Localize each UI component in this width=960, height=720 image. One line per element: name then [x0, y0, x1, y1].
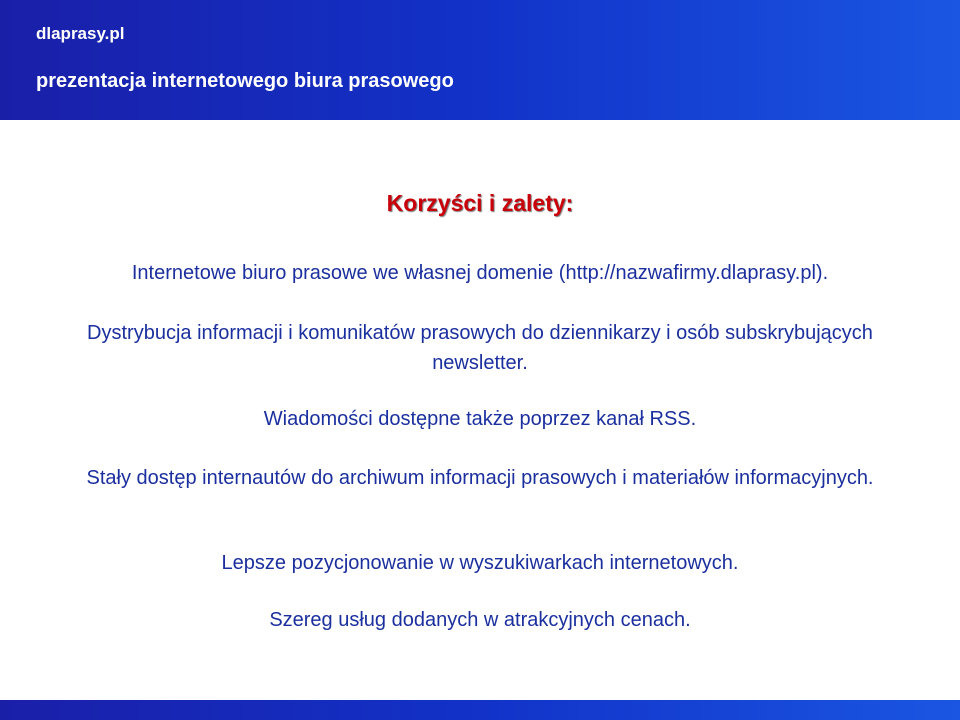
- header-subtitle: prezentacja internetowego biura prasowego: [36, 70, 454, 92]
- header-bar: [0, 0, 960, 120]
- benefit-distribution: Dystrybucja informacji i komunikatów prasowych do dziennikarzy i osób subskrybujących newsletter.: [87, 322, 873, 374]
- benefit-services: Szereg usług dodanych w atrakcyjnych cenach.: [269, 609, 691, 631]
- benefit-seo: Lepsze pozycjonowanie w wyszukiwarkach internetowych.: [221, 552, 739, 574]
- footer-bar: [0, 700, 960, 720]
- slide-title: Korzyści i zalety:: [386, 190, 574, 216]
- benefit-archive: Stały dostęp internautów do archiwum informacji prasowych i materiałów informacyjnych.: [86, 467, 874, 489]
- benefit-rss: Wiadomości dostępne także poprzez kanał RSS.: [263, 408, 697, 430]
- benefit-domain: Internetowe biuro prasowe we własnej domenie (http://nazwafirmy.dlaprasy.pl).: [131, 262, 829, 284]
- brand-name: dlaprasy.pl: [36, 24, 125, 43]
